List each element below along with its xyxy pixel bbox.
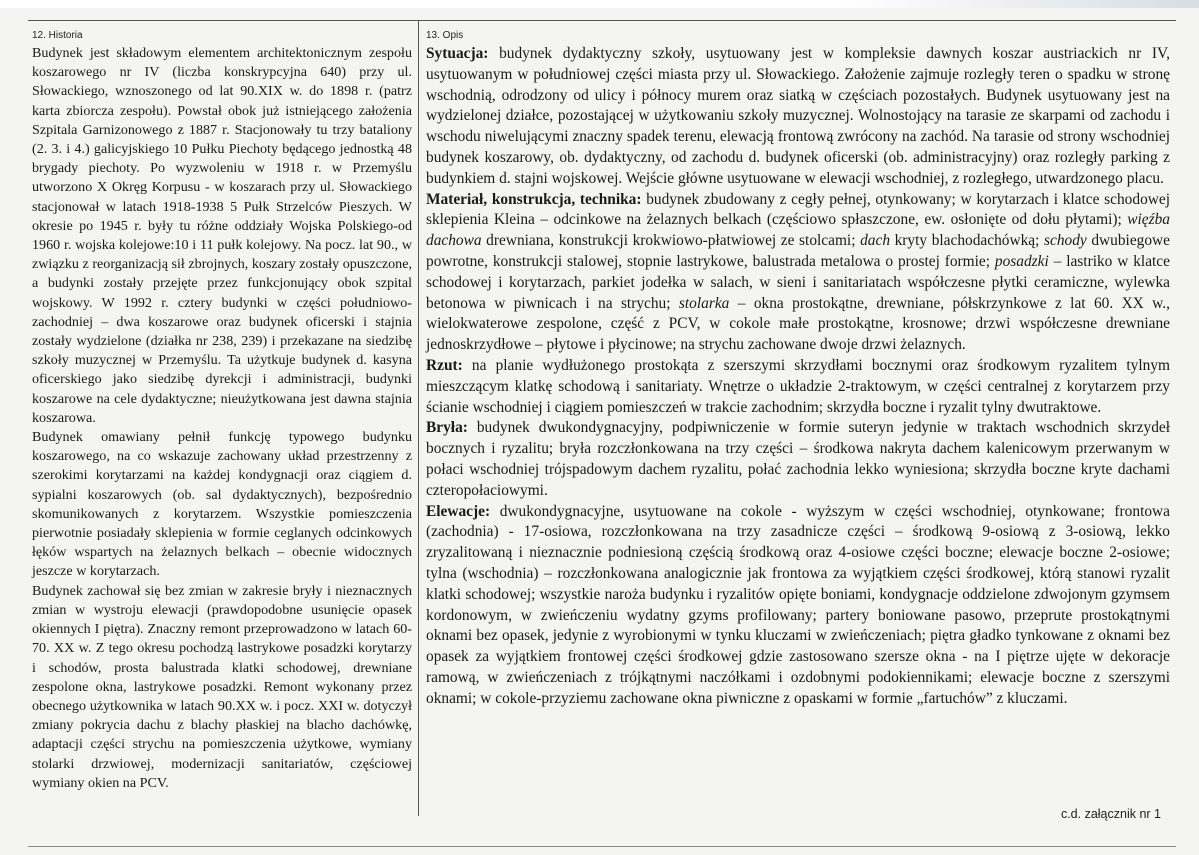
massing-heading: Bryła: [426,419,468,437]
situation-heading: Sytuacja: [426,45,489,62]
elevations-paragraph [426,502,1170,710]
material-term: posadzki – [994,252,1062,270]
material-text: – okna prostokątne, drewniane, półskrzynkowe z lat 60. XX w., wielokwaterowe zespolone, część z PCV, w cokole małe prostokątne, krosnowe; drzwi współczesne drewniane jednoskrzydłowe – płytowe i płycinowe; na strychu zachowane dwoje drzwi żelaznych. [426,294,1170,354]
material-text: drewniana, konstrukcji krokwiowo-płatwiowej ze stolcami; [481,232,861,250]
description-section-label: 13. Opis [426,30,464,41]
description-column [426,30,1170,710]
plan-heading: Rzut: [426,356,463,374]
material-term: więźba dachowa [426,211,1170,250]
material-paragraph [426,190,1170,356]
history-paragraph: Budynek omawiany pełnił funkcję typowego budynku koszarowego, na co wskazuje zachowany układ przestrzenny z szerokimi korytarzami na każdej kondygnacji oraz ciągiem d. sypialni koszarowych (ob. sal dydaktycznych), bezpośrednio skomunikowanych z korytarzem. Wszystkie pomieszczenia pierwotnie posiadały sklepienia w formie ceglanych odcinkowych łęków wspartych na żelaznych belkach – obecnie widocznych jeszcze w korytarzach. [32,429,412,580]
history-section-label: 12. Historia [32,30,83,41]
material-heading: Materiał, konstrukcja, technika: [426,190,642,208]
material-term: dach [860,232,891,250]
material-text: kryty blachodachówką; [890,232,1044,250]
situation-paragraph [426,44,1170,190]
history-column [32,30,412,793]
bottom-rule [28,846,1176,847]
elevations-text: dwukondygnacyjne, usytuowane na cokole - wyższym w części wschodniej, otynkowane; frontowa (zachodnia) - 17-osiowa, rozczłonkowana na trzy zasadnicze części – środkową 9-osiową z 3-osiową, lekko zryzalitowaną i nieznacznie podniesioną częścią środkową oraz 4-osiowe części boczne; elewacje boczne 2-osiowe; tylna (wschodnia) – rozczłonkowana analogicznie jak frontowa za wyjątkiem części środkowej, którą stanowi ryzalit klatki schodowej; wszystkie naroża budynku i ryzalitów opięte boniami, kondygnacje oddzielone zdwojonym gzymsem kordonowym, w zwieńczeniu wydatny gzyms profilowany; partery boniowane pasowo, przeprute prostokątnymi oknami bez opasek, jedynie z wyrobionymi w tynku kluczami w zwieńczeniach; piętra gładko tynkowane z oknami bez opasek za wyjątkiem frontowej części środkowej gdzie zastosowano szersze okna - na I piętrze ujęte w dekoracje ramową, w zwieńczeniach z trójkątnymi naczółkami i ozdobnymi podokiennikami; elewacje boczne z szerszymi oknami; w cokole-przyziemu zachowane okna piwniczne z opaskami w formie „fartuchów” z kluczami. [426,502,1170,707]
continuation-note: c.d. załącznik nr 1 [1060,807,1161,821]
massing-text: budynek dwukondygnacyjny, podpiwniczenie w formie suteryn jedynie w traktach wschodnich skrzydeł bocznych i ryzalitu; bryła rozczłonkowana na trzy części – środkowa nakryta dachem kalenicowym przerwanym w połaci wschodniej trójspadowym dachem ryzalitu, połać zachodnia lekko wyniesiona; skrzydła boczne kryte dachami czteropołaciowymi. [426,419,1170,499]
material-term: stolarka [678,294,730,312]
material-text: budynek zbudowany z cegły pełnej, otynkowany; w korytarzach i klatce schodowej sklepienia Kleina – odcinkowe na żelaznych belkach (częściowo spłaszczone, ew. osłonięte od dołu płytami); [426,190,1170,229]
top-rule [28,20,1176,21]
situation-text: budynek dydaktyczny szkoły, usytuowany jest w kompleksie dawnych koszar austriackich nr IV, usytuowanym w południowej części miasta przy ul. Słowackiego. Założenie zajmuje rozległy teren o spadku w stronę wschodnią, odrodzony od ulicy i północy murem oraz siatką w częściach pozostałych. Budynek usytuowany jest na wydzielonej działce, pozostającej w użytkowaniu szkoły muzycznej. Wolnostojący na tarasie ze skarpami od zachodu i wschodu niwelującymi znaczny spadek terenu, elewacją frontową zwrócony na zachód. Na tarasie od strony wschodniej budynek koszarowy, ob. dydaktyczny, od zachodu d. budynek oficerski (ob. administracyjny) oraz rozległy parking z budynkiem d. stajni wojskowej. Wejście główne usytuowane w elewacji wschodniej, z rozległego, utwardzonego placu. [426,45,1170,187]
column-divider [418,20,419,816]
plan-paragraph [426,356,1170,418]
elevations-heading: Elewacje: [426,502,491,520]
massing-paragraph [426,418,1170,501]
material-term: schody [1044,232,1087,250]
history-paragraph: Budynek zachował się bez zmian w zakresie bryły i nieznacznych zmian w wystroju elewacji (prawdopodobne usunięcie opasek okiennych I piętra). Znaczny remont przeprowadzono w latach 60-70. XX w. Z tego okresu pochodzą lastrykowe posadzki korytarzy i schodów, prosta balustrada klatki schodowej, drewniane zespolone okna, lastrykowe posadzki. Remont wykonany przez obecnego użytkownika w latach 90.XX w. i pocz. XXI w. dotyczył zmiany pokrycia dachu z blachy płaskiej na blacho dachówkę, adaptacji części strychu na pomieszczenia użytkowe, wymiany stolarki drzwiowej, modernizacji sanitariatów, częściowej wymiany okien na PCV. [32,582,412,791]
material-text: lastriko w klatce schodowej i korytarzach, parkiet jodełka w salach, w sieni i sanitariatach współczesne płytki ceramiczne, wylewka betonowa w piwnicach i na strychu; [426,252,1170,312]
history-paragraph: Budynek jest składowym elementem architektonicznym zespołu koszarowego nr IV (liczba konskrypcyjna 640) przy ul. Słowackiego, wznoszonego od lat 90.XIX w. do 1898 r. (patrz karta zbiorcza zespołu). Powstał obok już istniejącego założenia Szpitala Garnizonowego z 1887 r. Stacjonowały tu trzy bataliony (2. 3. i 4.) galicyjskiego 10 Pułku Piechoty będącego jednostką 48 brygady piechoty. Po wyzwoleniu w 1918 r. w Przemyślu utworzono X Okręg Korpusu - w koszarach przy ul. Słowackiego stacjonował w latach 1918-1938 5 Pułk Strzelców Pieszych. W okresie po 1945 r. były tu różne oddziały Wojska Polskiego-od 1960 r. wojska kolejowe:10 i 11 pułk kolejowy. Na pocz. lat 90., w związku z reorganizacją sił zbrojnych, koszary zostały opuszczone, a budynki zostały przejęte przez funkcjonujący obok szpital wojskowy. W 1992 r. cztery budynki w części południowo-zachodniej – dwa koszarowe oraz budynek oficerski i stajnia zostały wydzielone (działka nr 238, 239) i przekazane na siedzibę szkoły muzycznej w Przemyślu. Ta użytkuje budynek d. kasyna oficerskiego jako siedzibę dyrekcji i administracji, budynki koszarowe na cele dydaktyczne; nieużytkowana jest dawna stajnia koszarowa. [32,45,412,426]
scan-top-edge [0,0,1199,8]
plan-text: na planie wydłużonego prostokąta z szerszymi skrzydłami bocznymi oraz środkowym ryzalitem tylnym mieszczącym klatkę schodową i sanitariaty. Wnętrze o układzie 2-traktowym, w części centralnej z korytarzem przy ścianie wschodniej i ciągiem pomieszczeń w trakcie zachodnim; skrzydła boczne i ryzalit tylny dwutraktowe. [426,356,1170,416]
material-text: dwubiegowe powrotne, konstrukcji stalowej, stopnie lastrykowe, balustrada metalowa o prostej formie; [426,232,1170,270]
